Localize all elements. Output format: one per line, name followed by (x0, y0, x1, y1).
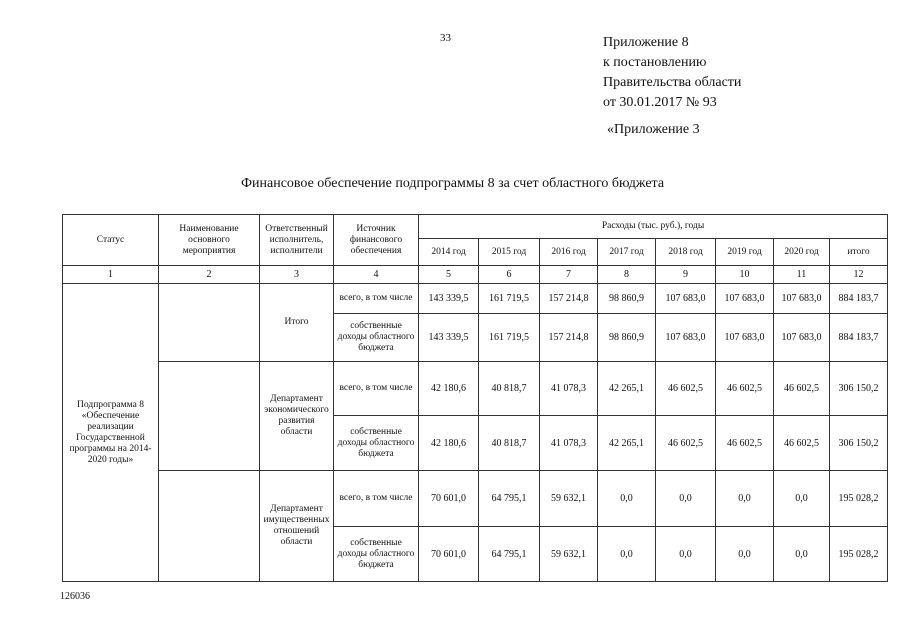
appendix-label: «Приложение 3 (607, 122, 700, 137)
column-number: 4 (334, 266, 419, 284)
approval-line: Правительства области (603, 75, 742, 90)
value-cell: 0,0 (656, 471, 716, 527)
value-cell: 107 683,0 (716, 284, 774, 314)
value-cell: 46 602,5 (656, 362, 716, 416)
value-cell: 0,0 (774, 527, 830, 582)
value-cell: 64 795,1 (479, 527, 540, 582)
source-cell: всего, в том числе (334, 284, 419, 314)
value-cell: 306 150,2 (830, 416, 888, 471)
value-cell: 884 183,7 (830, 314, 888, 362)
header-expenses: Расходы (тыс. руб.), годы (419, 215, 888, 239)
value-cell: 64 795,1 (479, 471, 540, 527)
value-cell: 40 818,7 (479, 362, 540, 416)
value-cell: 0,0 (598, 527, 656, 582)
column-number: 12 (830, 266, 888, 284)
value-cell: 40 818,7 (479, 416, 540, 471)
value-cell: 107 683,0 (656, 314, 716, 362)
value-cell: 59 632,1 (540, 471, 598, 527)
header-status: Статус (63, 215, 159, 266)
value-cell: 46 602,5 (774, 416, 830, 471)
value-cell: 41 078,3 (540, 362, 598, 416)
header-source: Источник финансового обеспечения (334, 215, 419, 266)
source-cell: всего, в том числе (334, 471, 419, 527)
value-cell: 157 214,8 (540, 314, 598, 362)
finance-table (62, 214, 888, 582)
value-cell: 42 265,1 (598, 416, 656, 471)
value-cell: 195 028,2 (830, 471, 888, 527)
column-number: 3 (260, 266, 334, 284)
header-year: 2015 год (479, 239, 540, 266)
source-cell: собственные доходы областного бюджета (334, 314, 419, 362)
executor-cell: Департамент имущественных отношений области (260, 471, 334, 582)
value-cell: 157 214,8 (540, 284, 598, 314)
status-cell: Подпрограмма 8 «Обеспечение реализации Государственной программы на 2014-2020 годы» (63, 284, 159, 582)
activity-cell (159, 362, 260, 471)
value-cell: 0,0 (774, 471, 830, 527)
header-year: 2020 год (774, 239, 830, 266)
column-number: 6 (479, 266, 540, 284)
value-cell: 46 602,5 (716, 362, 774, 416)
header-executor: Ответственный исполнитель, исполнители (260, 215, 334, 266)
page-number: 33 (440, 32, 451, 44)
executor-cell: Департамент экономического развития области (260, 362, 334, 471)
header-year: 2014 год (419, 239, 479, 266)
column-number: 9 (656, 266, 716, 284)
table-row (63, 284, 888, 314)
value-cell: 161 719,5 (479, 284, 540, 314)
activity-cell (159, 471, 260, 582)
document-title: Финансовое обеспечение подпрограммы 8 за счет областного бюджета (240, 176, 665, 191)
value-cell: 143 339,5 (419, 314, 479, 362)
approval-line: от 30.01.2017 № 93 (603, 95, 717, 110)
header-year: 2018 год (656, 239, 716, 266)
value-cell: 0,0 (716, 471, 774, 527)
value-cell: 107 683,0 (716, 314, 774, 362)
value-cell: 42 265,1 (598, 362, 656, 416)
value-cell: 107 683,0 (774, 284, 830, 314)
value-cell: 0,0 (716, 527, 774, 582)
value-cell: 46 602,5 (774, 362, 830, 416)
value-cell: 98 860,9 (598, 284, 656, 314)
approval-line: Приложение 8 (603, 35, 689, 50)
value-cell: 70 601,0 (419, 471, 479, 527)
header-total: итого (830, 239, 888, 266)
column-number-row (63, 266, 888, 284)
value-cell: 46 602,5 (656, 416, 716, 471)
column-number: 1 (63, 266, 159, 284)
value-cell: 46 602,5 (716, 416, 774, 471)
value-cell: 0,0 (598, 471, 656, 527)
document-number: 126036 (60, 591, 90, 602)
value-cell: 59 632,1 (540, 527, 598, 582)
value-cell: 98 860,9 (598, 314, 656, 362)
value-cell: 195 028,2 (830, 527, 888, 582)
header-year: 2017 год (598, 239, 656, 266)
column-number: 11 (774, 266, 830, 284)
source-cell: всего, в том числе (334, 362, 419, 416)
value-cell: 41 078,3 (540, 416, 598, 471)
header-year: 2016 год (540, 239, 598, 266)
header-activity: Наименование основного мероприятия (159, 215, 260, 266)
value-cell: 42 180,6 (419, 362, 479, 416)
column-number: 8 (598, 266, 656, 284)
value-cell: 42 180,6 (419, 416, 479, 471)
activity-cell (159, 284, 260, 362)
table-row (63, 362, 888, 416)
source-cell: собственные доходы областного бюджета (334, 416, 419, 471)
value-cell: 884 183,7 (830, 284, 888, 314)
value-cell: 0,0 (656, 527, 716, 582)
executor-cell: Итого (260, 284, 334, 362)
column-number: 7 (540, 266, 598, 284)
table-row (63, 471, 888, 527)
approval-block (603, 33, 741, 113)
value-cell: 306 150,2 (830, 362, 888, 416)
source-cell: собственные доходы областного бюджета (334, 527, 419, 582)
value-cell: 107 683,0 (656, 284, 716, 314)
column-number: 5 (419, 266, 479, 284)
value-cell: 107 683,0 (774, 314, 830, 362)
column-number: 2 (159, 266, 260, 284)
header-year: 2019 год (716, 239, 774, 266)
value-cell: 143 339,5 (419, 284, 479, 314)
value-cell: 70 601,0 (419, 527, 479, 582)
approval-line: к постановлению (603, 55, 707, 70)
column-number: 10 (716, 266, 774, 284)
value-cell: 161 719,5 (479, 314, 540, 362)
